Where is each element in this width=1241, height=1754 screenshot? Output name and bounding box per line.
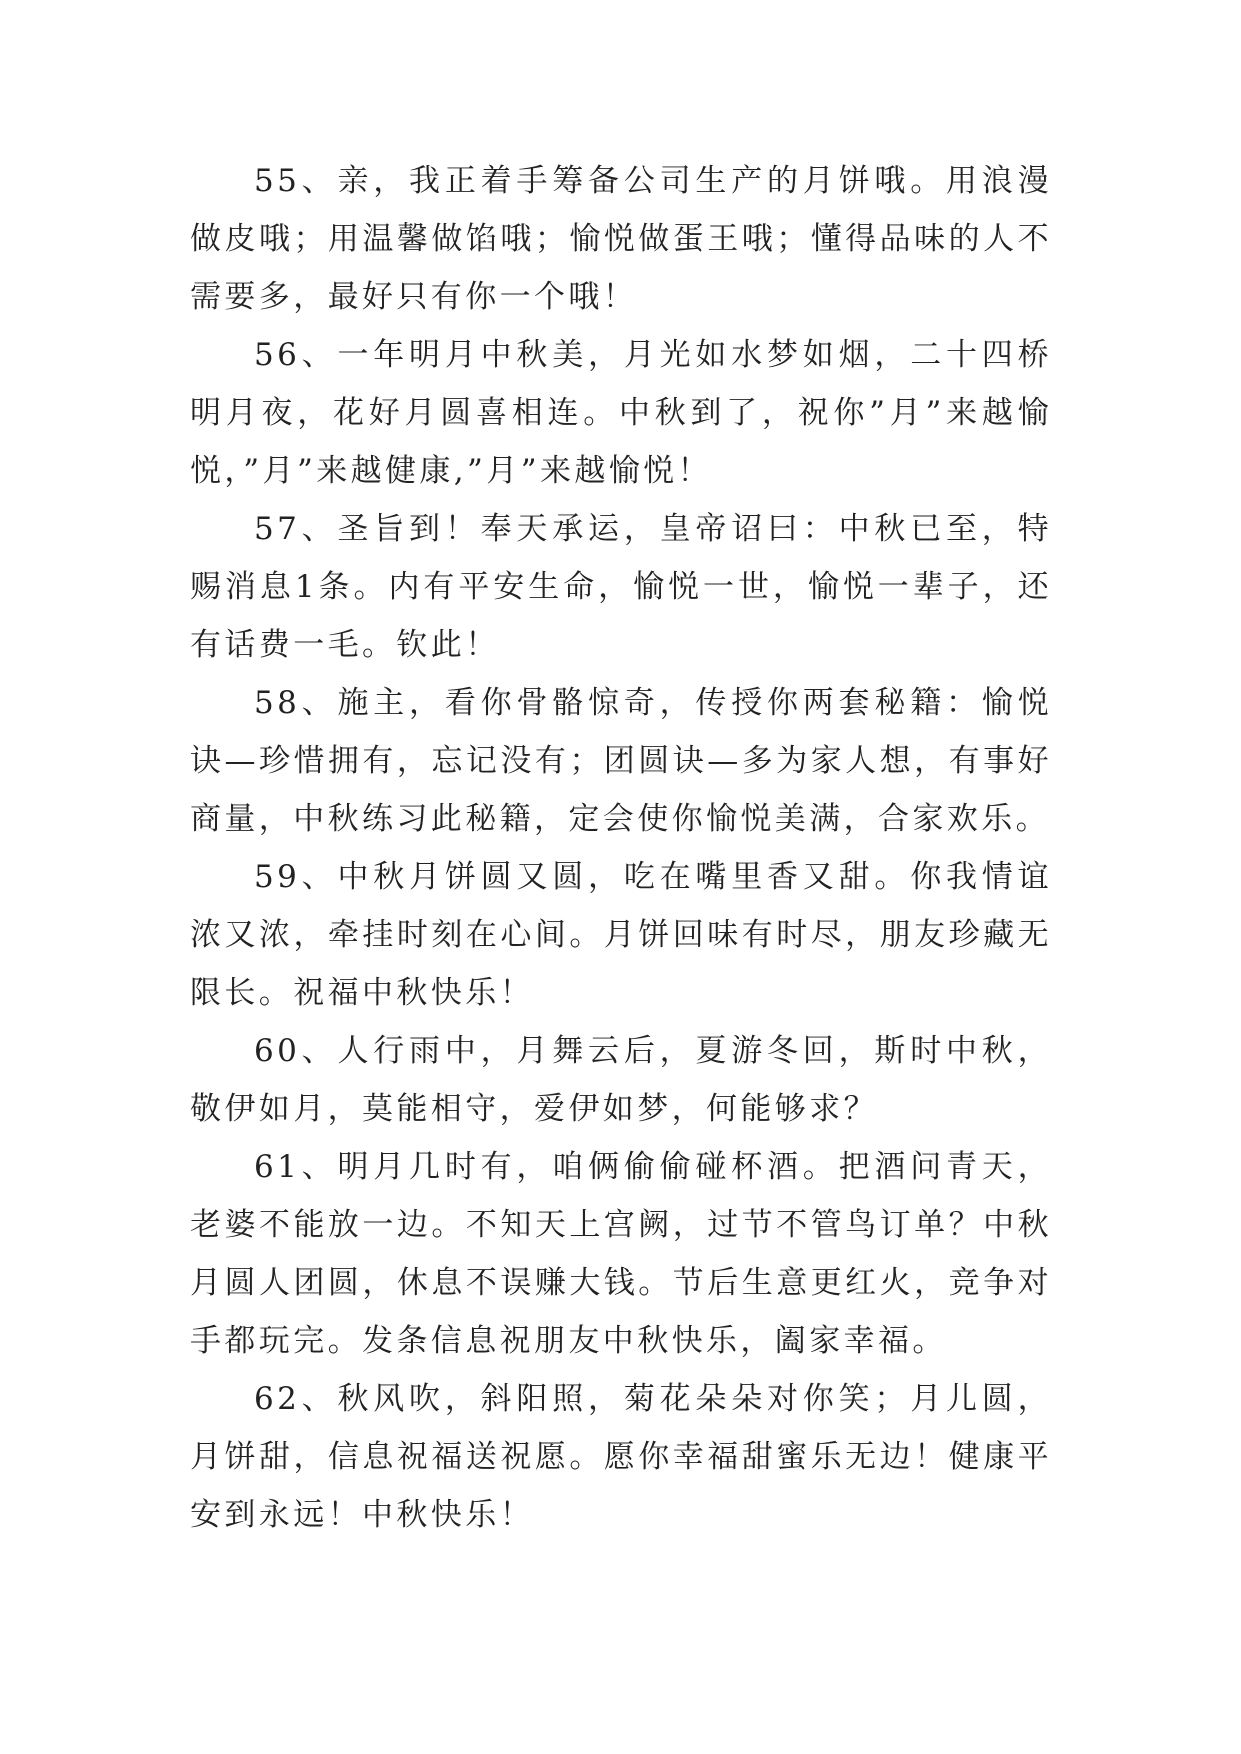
paragraph-60: 60、人行雨中，月舞云后，夏游冬回，斯时中秋，敬伊如月，莫能相守，爱伊如梦，何能够求？ <box>190 1033 1052 1127</box>
paragraph-57: 57、圣旨到！奉天承运，皇帝诏曰：中秋已至，特赐消息1条。内有平安生命，愉悦一世，愉悦一辈子，还有话费一毛。钦此！ <box>190 511 1052 663</box>
paragraph-56: 56、一年明月中秋美，月光如水梦如烟，二十四桥明月夜，花好月圆喜相连。中秋到了，祝你”月”来越愉悦，”月”来越健康,”月”来越愉悦！ <box>190 337 1052 489</box>
paragraph-55: 55、亲，我正着手筹备公司生产的月饼哦。用浪漫做皮哦；用温馨做馅哦；愉悦做蛋王哦；懂得品味的人不需要多，最好只有你一个哦！ <box>190 163 1052 315</box>
paragraph-58: 58、施主，看你骨骼惊奇，传授你两套秘籍：愉悦诀—珍惜拥有，忘记没有；团圆诀—多为家人想，有事好商量，中秋练习此秘籍，定会使你愉悦美满，合家欢乐。 <box>190 685 1052 837</box>
paragraph-62: 62、秋风吹，斜阳照，菊花朵朵对你笑；月儿圆，月饼甜，信息祝福送祝愿。愿你幸福甜蜜乐无边！健康平安到永远！中秋快乐！ <box>190 1381 1052 1533</box>
document-body <box>190 152 1052 1544</box>
paragraph-61: 61、明月几时有，咱俩偷偷碰杯酒。把酒问青天，老婆不能放一边。不知天上宫阙，过节不管鸟订单？中秋月圆人团圆，休息不误赚大钱。节后生意更红火，竞争对手都玩完。发条信息祝朋友中秋快乐，阖家幸福。 <box>190 1149 1052 1359</box>
paragraph-59: 59、中秋月饼圆又圆，吃在嘴里香又甜。你我情谊浓又浓，牵挂时刻在心间。月饼回味有时尽，朋友珍藏无限长。祝福中秋快乐！ <box>190 859 1052 1011</box>
